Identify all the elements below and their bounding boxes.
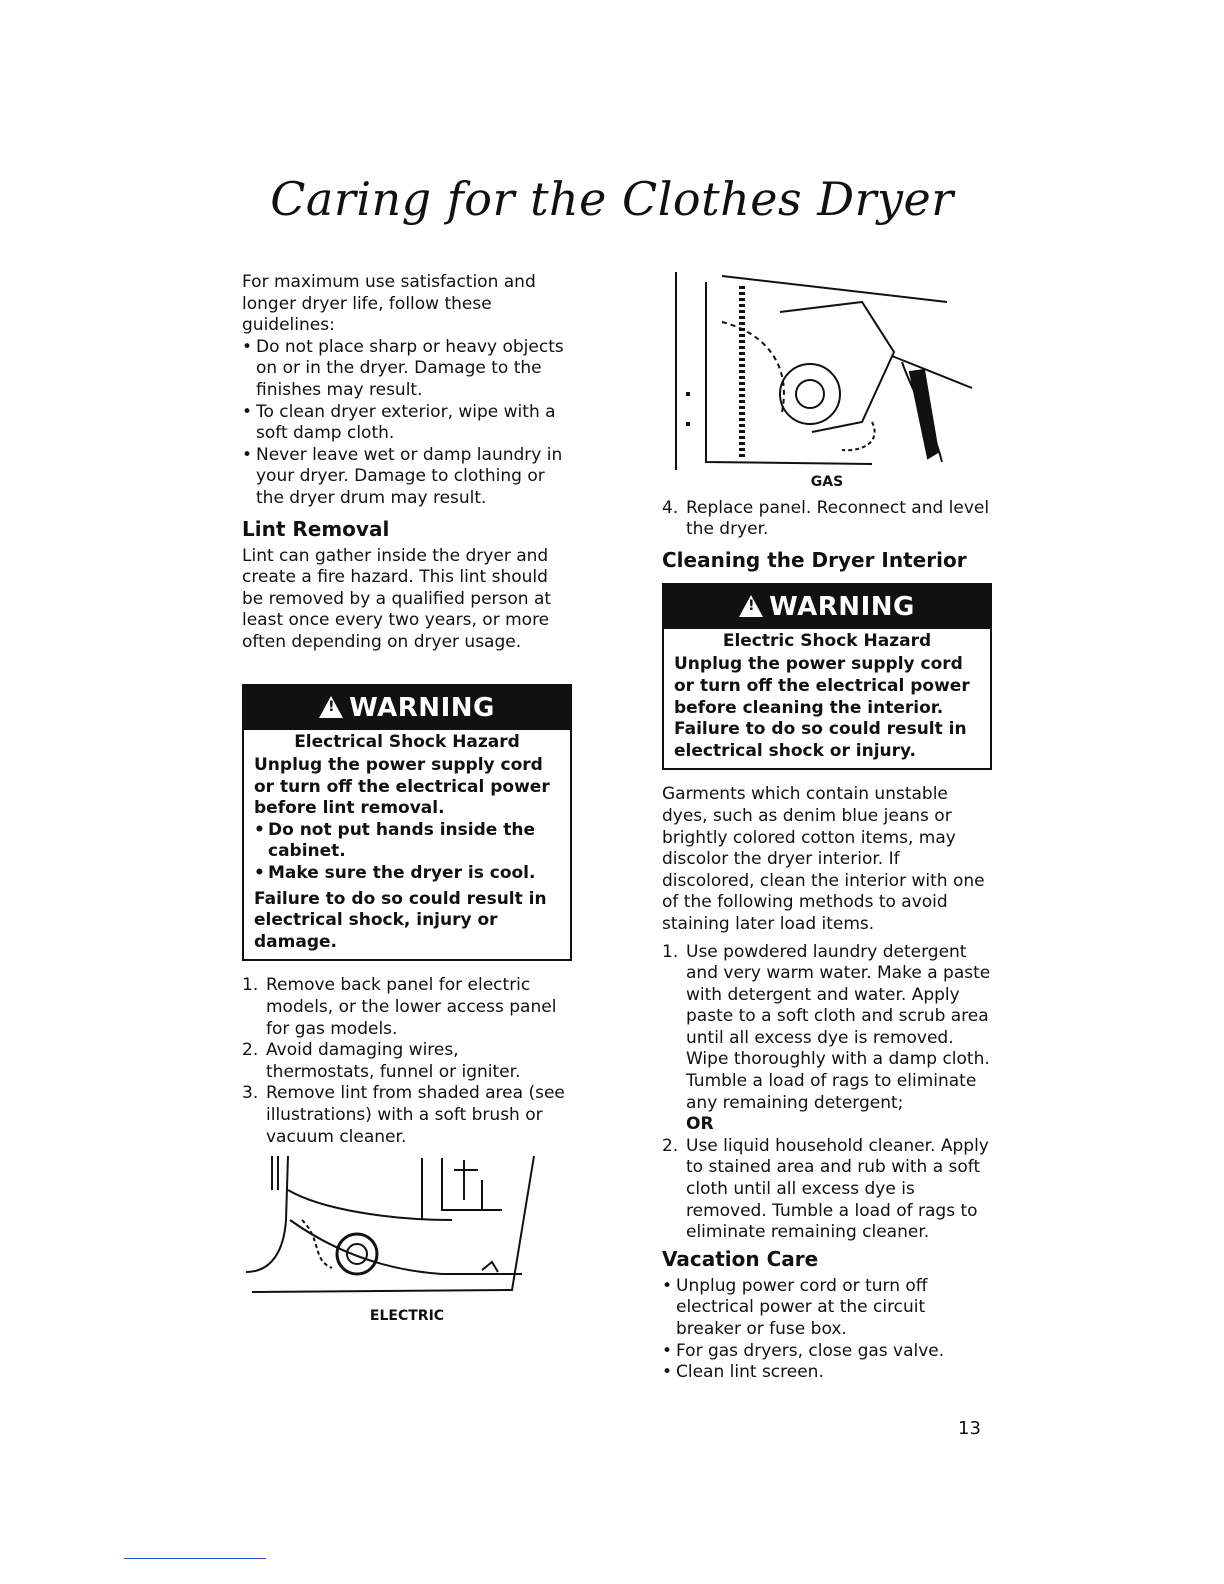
cleaning-interior-heading: Cleaning the Dryer Interior xyxy=(662,547,967,572)
interior-warning-box xyxy=(662,583,992,771)
warning-instruction: Unplug the power supply cord or turn off the electrical power before lint removal. xyxy=(254,755,550,819)
electric-illustration xyxy=(242,1150,572,1328)
step-number: 4. xyxy=(662,497,679,518)
method-number: 1. xyxy=(662,941,679,962)
step-text: Remove back panel for electric models, or the lower access panel for gas models. xyxy=(266,975,557,1039)
method-text: Use powdered laundry detergent and very warm water. Make a paste with detergent and water. Apply paste to a soft cloth and scrub area until all excess dye is removed. Wipe thoroughly with a damp cloth. Tumble a load of rags to eliminate any remaining detergent; xyxy=(686,941,991,1113)
hazard-title: Electrical Shock Hazard xyxy=(294,731,520,752)
lint-warning-box xyxy=(242,684,572,962)
garments-text: Garments which contain unstable dyes, such as denim blue jeans or brightly colored cotton items, may discolor the dryer interior. If discolored, clean the interior with one of the following methods to avoid staining later load items. xyxy=(662,784,985,934)
vacation-bullet-list xyxy=(662,1276,992,1384)
or-label: OR xyxy=(686,1114,714,1135)
warning-banner xyxy=(244,686,570,730)
method-number: 2. xyxy=(662,1135,679,1156)
warning-instruction: Unplug the power supply cord or turn off the electrical power before cleaning the interior. Failure to do so could result in electrical shock or injury. xyxy=(674,654,970,761)
step-item xyxy=(242,1083,572,1148)
warning-bullet: • Do not put hands inside the cabinet. xyxy=(254,820,560,863)
electric-figure-label: ELECTRIC xyxy=(369,1308,445,1325)
vacation-care-heading: Vacation Care xyxy=(662,1246,819,1271)
step-item xyxy=(242,975,572,1040)
step-text: Avoid damaging wires, thermostats, funnel or igniter. xyxy=(266,1040,521,1082)
gas-illustration xyxy=(662,272,992,494)
left-column xyxy=(242,272,572,1328)
right-column xyxy=(662,272,992,1384)
method-item xyxy=(662,1136,992,1244)
method-text: Use liquid household cleaner. Apply to stained area and rub with a soft cloth until all excess dye is removed. Tumble a load of rags to eliminate remaining cleaner. xyxy=(686,1135,989,1243)
step-item xyxy=(242,1040,572,1083)
electric-dryer-drawing xyxy=(242,1150,542,1302)
page-number: 13 xyxy=(958,1418,981,1439)
vacation-bullet: • Clean lint screen. xyxy=(662,1362,992,1384)
step-item xyxy=(662,498,992,541)
warning-body xyxy=(244,730,570,960)
warning-banner xyxy=(664,585,990,629)
step-text: Remove lint from shaded area (see illustrations) with a soft brush or vacuum cleaner. xyxy=(266,1083,565,1147)
lint-steps-list xyxy=(242,975,572,1148)
step-number: 1. xyxy=(242,975,259,996)
warning-triangle-icon: ! xyxy=(739,595,763,617)
gas-dryer-drawing xyxy=(662,272,982,472)
intro-text: For maximum use satisfaction and longer dryer life, follow these guidelines: xyxy=(242,272,536,336)
step-number: 2. xyxy=(242,1040,259,1061)
intro-bullet: • Do not place sharp or heavy objects on or in the dryer. Damage to the finishes may result. xyxy=(242,337,572,402)
warning-bullet-list xyxy=(254,820,560,885)
lint-removal-text: Lint can gather inside the dryer and create a fire hazard. This lint should be removed by a qualified person at least once every two years, or more often depending on dryer usage. xyxy=(242,545,552,652)
warning-banner-label: WARNING xyxy=(769,591,915,622)
step-4-list xyxy=(662,498,992,541)
intro-bullet: • To clean dryer exterior, wipe with a soft damp cloth. xyxy=(242,402,572,445)
intro-bullet: • Never leave wet or damp laundry in your dryer. Damage to clothing or the dryer drum may result. xyxy=(242,445,572,510)
step-text: Replace panel. Reconnect and level the dryer. xyxy=(686,497,990,540)
hazard-title: Electric Shock Hazard xyxy=(722,630,932,651)
warning-consequence: Failure to do so could result in electrical shock, injury or damage. xyxy=(254,888,547,952)
warning-triangle-icon: ! xyxy=(319,696,343,718)
gas-figure-label: GAS xyxy=(810,474,844,490)
footer-rule xyxy=(124,1558,266,1559)
warning-body xyxy=(664,629,990,769)
warning-bullet: • Make sure the dryer is cool. xyxy=(254,863,560,885)
vacation-bullet: • For gas dryers, close gas valve. xyxy=(662,1341,992,1363)
method-item xyxy=(662,942,992,1115)
intro-bullet-list xyxy=(242,337,572,510)
or-separator xyxy=(662,1114,992,1136)
lint-removal-heading: Lint Removal xyxy=(242,516,390,541)
step-number: 3. xyxy=(242,1083,259,1104)
cleaning-methods-list xyxy=(662,942,992,1244)
page-title: Caring for the Clothes Dryer xyxy=(270,172,954,226)
vacation-bullet: • Unplug power cord or turn off electrical power at the circuit breaker or fuse box. xyxy=(662,1276,992,1341)
warning-banner-label: WARNING xyxy=(349,692,495,723)
